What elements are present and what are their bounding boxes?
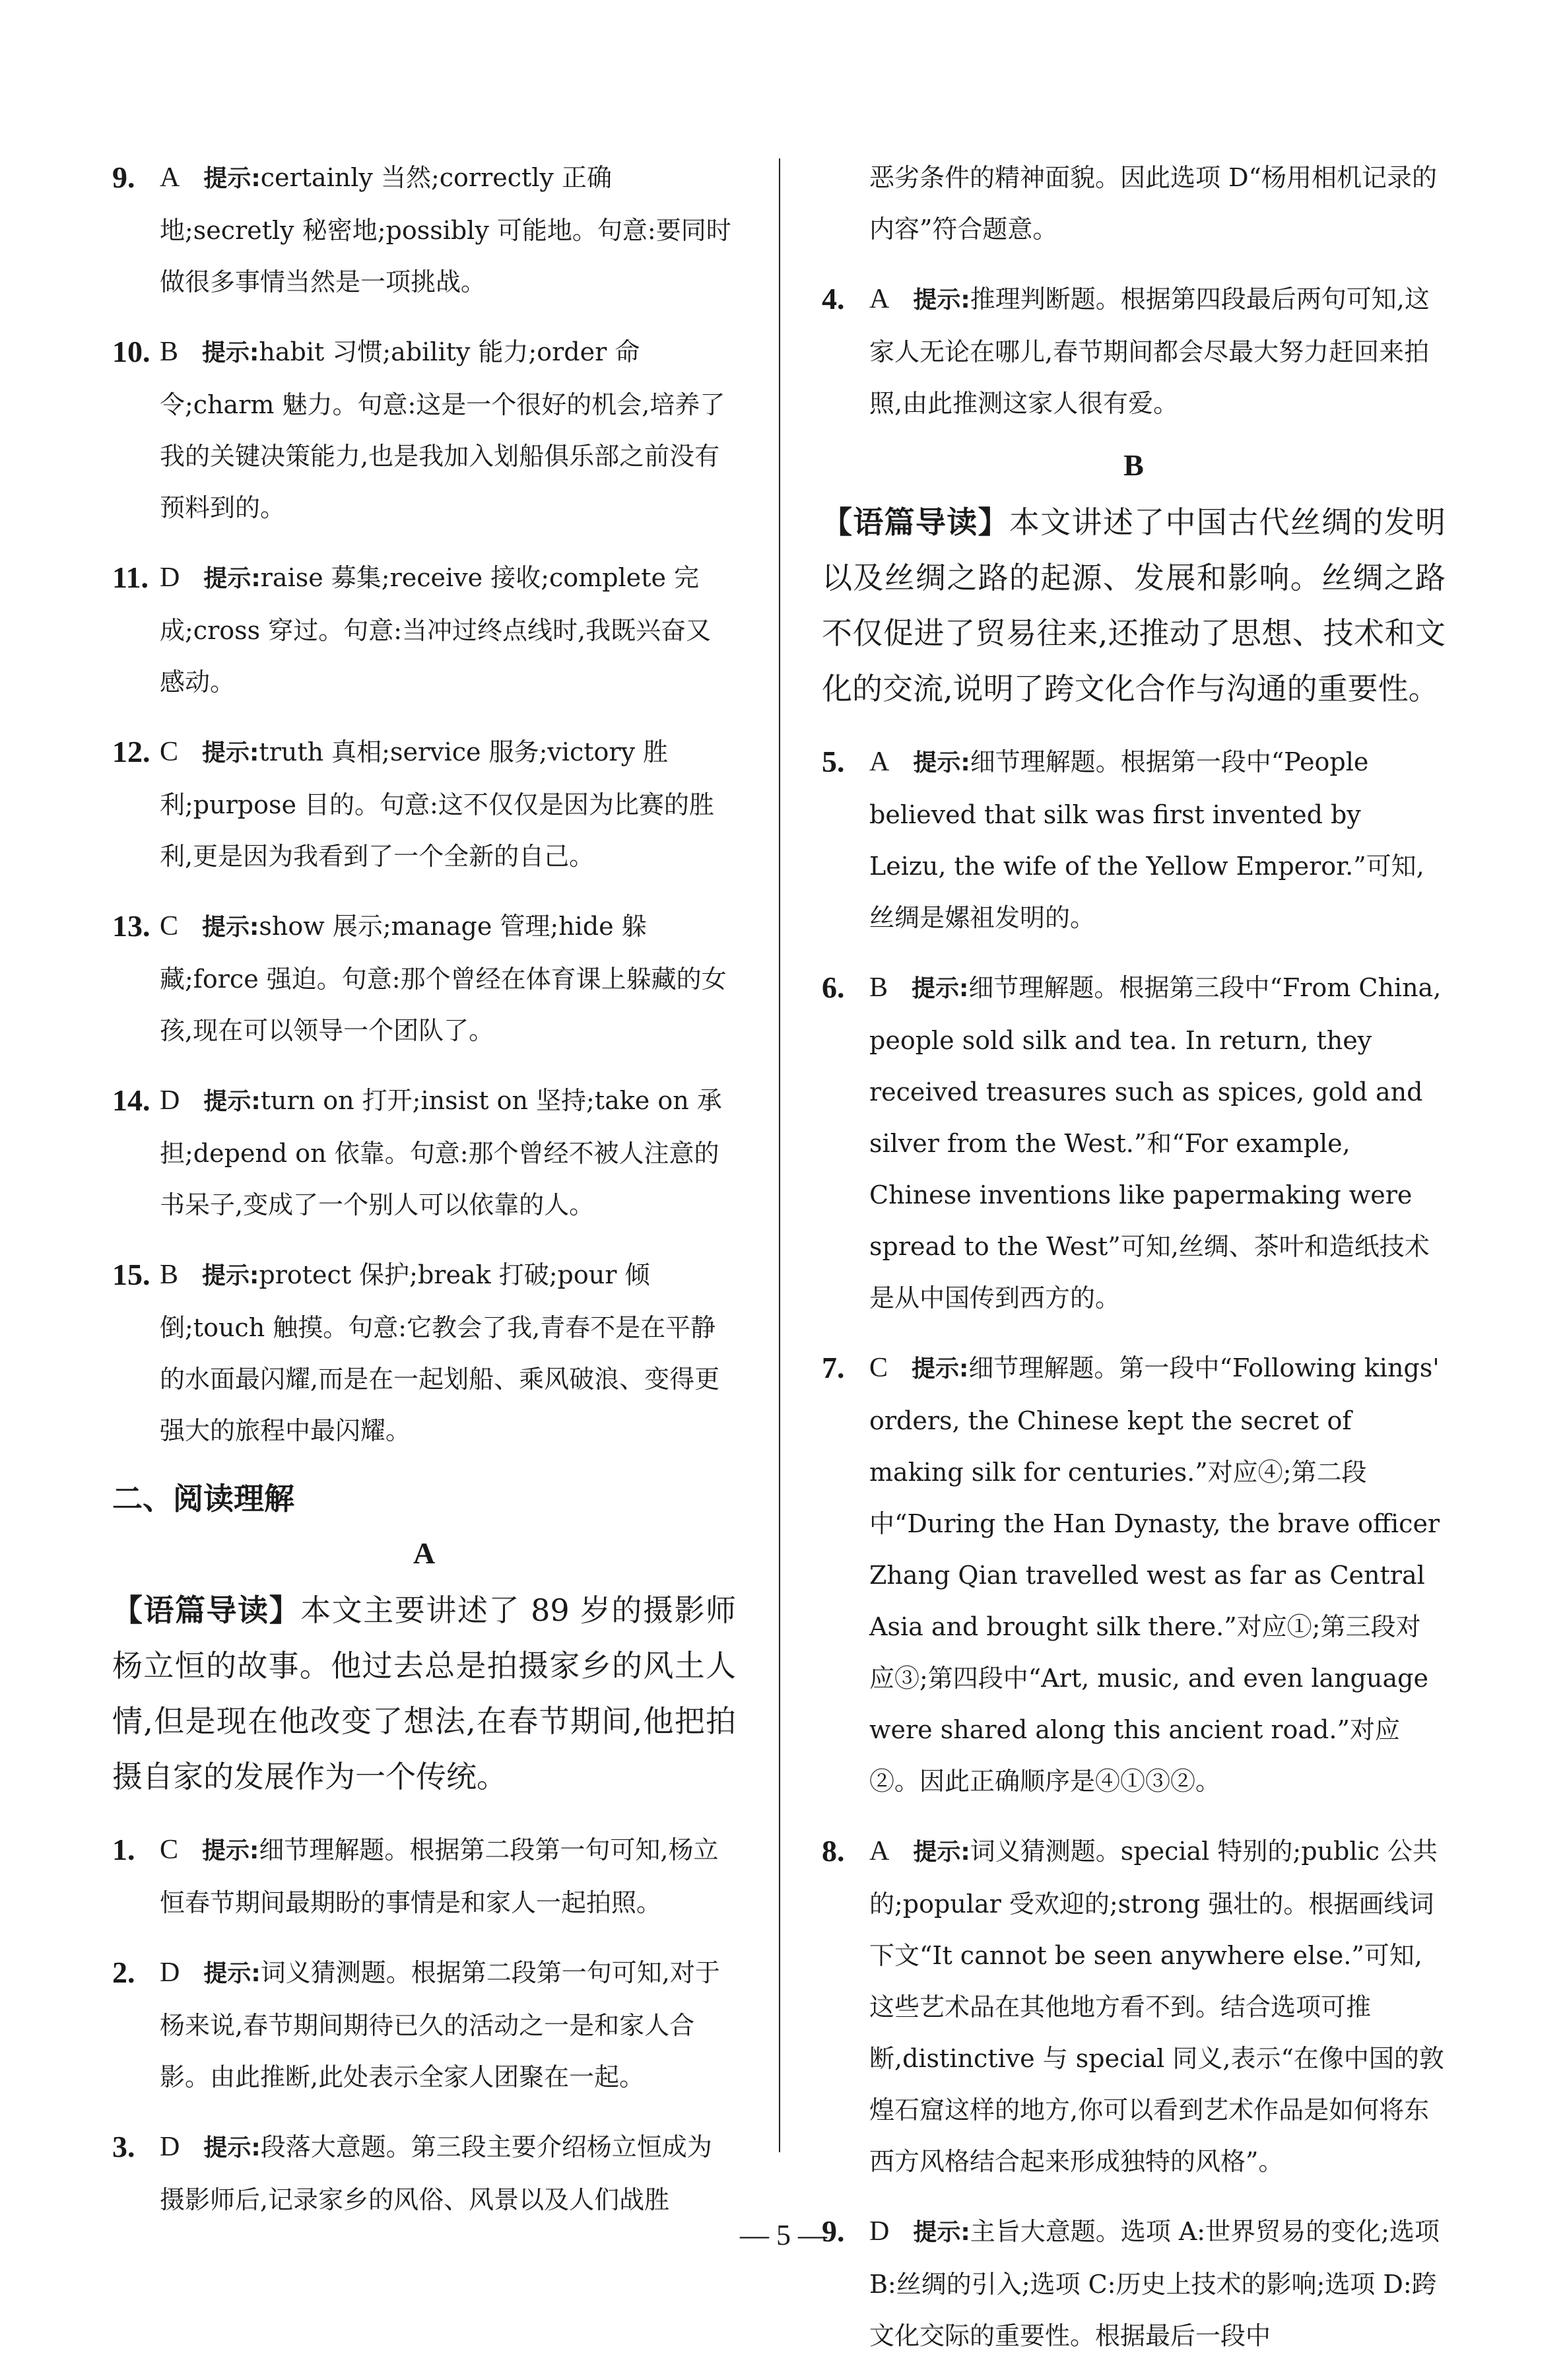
- item-answer: D: [869, 2216, 890, 2247]
- item-number: 9.: [822, 2214, 845, 2248]
- item-explanation: 细节理解题。根据第二段第一句可知,杨立恒春节期间最期盼的事情是和家人一起拍照。: [160, 1835, 719, 1917]
- item-answer: B: [160, 337, 179, 367]
- passage-guide-text: 本文主要讲述了 89 岁的摄影师杨立恒的故事。他过去总是拍摄家乡的风土人情,但是现在他改变了想法,在春节期间,他把拍摄自家的发展作为一个传统。: [112, 1592, 737, 1794]
- item-explanation: show 展示;manage 管理;hide 躲藏;force 强迫。句意:那个曾经在体育课上躲藏的女孩,现在可以领导一个团队了。: [160, 912, 727, 1045]
- page-number: — 5 —: [740, 2219, 827, 2251]
- hint-label: 提示:: [913, 287, 970, 314]
- passage-guide-label: 【语篇导读】: [822, 504, 1009, 540]
- right-column: [822, 152, 1446, 2380]
- item-explanation: 推理判断题。根据第四段最后两句可知,这家人无论在哪儿,春节期间都会尽最大努力赶回来拍照,由此推测这家人很有爱。: [869, 285, 1430, 418]
- item-answer: D: [160, 1085, 180, 1116]
- item-answer: C: [869, 1353, 888, 1383]
- item-answer: D: [160, 2132, 180, 2162]
- left-reading-items: [112, 1824, 736, 2226]
- hint-label: 提示:: [203, 2134, 261, 2161]
- item-answer: A: [869, 747, 890, 777]
- item-explanation: truth 真相;service 服务;victory 胜利;purpose 目的。句意:这不仅仅是因为比赛的胜利,更是因为我看到了一个全新的自己。: [160, 737, 714, 871]
- answer-item: [112, 152, 736, 308]
- item-explanation: 词义猜测题。special 特别的;public 公共的;popular 受欢迎的;strong 强壮的。根据画线词下文“It cannot be seen anywhere else.”可知,这些艺术品在其他地方看不到。结合选项可推断,distinctive 与 special 同义,表示“在像中国的敦煌石窟这样的地方,你可以看到艺术作品是如何将东西方风格结合起来形成独特的风格”。: [869, 1837, 1444, 2176]
- hint-label: 提示:: [203, 165, 261, 192]
- item-explanation: protect 保护;break 打破;pour 倾倒;touch 触摸。句意:它教会了我,青春不是在平静的水面最闪耀,而是在一起划船、乘风破浪、变得更强大的旅程中最闪耀。: [160, 1260, 720, 1445]
- item-number: 11.: [112, 561, 149, 594]
- item-explanation: 段落大意题。第三段主要介绍杨立恒成为摄影师后,记录家乡的风俗、风景以及人们战胜: [160, 2132, 712, 2214]
- hint-label: 提示:: [913, 1839, 970, 1866]
- item-answer: C: [160, 911, 179, 941]
- item-answer: C: [160, 737, 179, 767]
- left-column: [112, 152, 736, 2244]
- item-number: 9.: [112, 160, 135, 194]
- item-number: 6.: [822, 970, 845, 1004]
- section-heading-reading: 二、阅读理解: [112, 1481, 294, 1516]
- answer-item: [822, 962, 1446, 1324]
- item-number: 7.: [822, 1351, 845, 1384]
- item-explanation: 细节理解题。根据第三段中“From China, people sold silk and tea. In return, they received treasures such as spices, gold and silver from the West.”和“For example, Chinese inventions like papermaking were spread to the West”可知,丝绸、茶叶和造纸技术是从中国传到西方的。: [869, 973, 1442, 1312]
- item-answer: D: [160, 1957, 180, 1988]
- item-number: 8.: [822, 1834, 845, 1868]
- passage-guide-a: [112, 1582, 736, 1804]
- answer-item: [112, 2121, 736, 2226]
- passage-guide-b: [822, 494, 1446, 716]
- answer-item: [822, 1342, 1446, 1807]
- right-reading-items-b: [822, 736, 1446, 2362]
- sub-heading-a: A: [413, 1536, 436, 1570]
- answer-item: [112, 326, 736, 533]
- item-answer: A: [160, 162, 180, 193]
- item-number: 3.: [112, 2130, 135, 2163]
- item-answer: A: [869, 284, 890, 314]
- answer-item: [112, 726, 736, 882]
- item-explanation: turn on 打开;insist on 坚持;take on 承担;depend on 依靠。句意:那个曾经不被人注意的书呆子,变成了一个别人可以依靠的人。: [160, 1086, 722, 1219]
- passage-guide-label: 【语篇导读】: [112, 1592, 301, 1628]
- item-answer: C: [160, 1835, 179, 1865]
- item-explanation: certainly 当然;correctly 正确地;secretly 秘密地;possibly 可能地。句意:要同时做很多事情当然是一项挑战。: [160, 163, 731, 296]
- item-number: 1.: [112, 1833, 135, 1866]
- item-number: 12.: [112, 735, 150, 768]
- answer-item: [112, 1249, 736, 1456]
- passage-guide-text: 本文讲述了中国古代丝绸的发明以及丝绸之路的起源、发展和影响。丝绸之路不仅促进了贸易往来,还推动了思想、技术和文化的交流,说明了跨文化合作与沟通的重要性。: [822, 504, 1446, 706]
- answer-item: [112, 901, 736, 1056]
- item-number: 2.: [112, 1955, 135, 1989]
- left-cloze-items: [112, 152, 736, 1456]
- answer-item: [112, 1947, 736, 2103]
- answer-page: [112, 152, 1465, 2350]
- hint-label: 提示:: [202, 339, 259, 366]
- hint-label: 提示:: [203, 565, 261, 592]
- column-divider: [779, 158, 780, 2152]
- hint-label: 提示:: [202, 1837, 259, 1864]
- answer-item: [822, 273, 1446, 429]
- item-answer: B: [160, 1260, 179, 1290]
- item-explanation: 细节理解题。第一段中“Following kings' orders, the Chinese kept the secret of making silk for centuries.”对应④;第二段中“During the Han Dynasty, the brave officer Zhang Qian travelled west as far as Central Asia and brought silk there.”对应①;第三段对应③;第四段中“Art, music, and even language were shared along this ancient road.”对应②。因此正确顺序是④①③②。: [869, 1353, 1440, 1796]
- hint-label: 提示:: [202, 914, 259, 941]
- item-explanation: raise 募集;receive 接收;complete 完成;cross 穿过。句意:当冲过终点线时,我既兴奋又感动。: [160, 563, 712, 697]
- sub-heading-b: B: [1123, 448, 1144, 482]
- answer-item: [112, 552, 736, 708]
- hint-label: 提示:: [913, 2219, 970, 2246]
- item-explanation: 细节理解题。根据第一段中“People believed that silk was first invented by Leizu, the wife of the Yellow Emperor.”可知,丝绸是嫘祖发明的。: [869, 747, 1424, 932]
- item-explanation: habit 习惯;ability 能力;order 命令;charm 魅力。句意:这是一个很好的机会,培养了我的关键决策能力,也是我加入划船俱乐部之前没有预料到的。: [160, 337, 725, 522]
- item-explanation: 主旨大意题。选项 A:世界贸易的变化;选项 B:丝绸的引入;选项 C:历史上技术的影响;选项 D:跨文化交际的重要性。根据最后一段中: [869, 2217, 1440, 2350]
- continued-text: 恶劣条件的精神面貌。因此选项 D“杨用相机记录的内容”符合题意。: [869, 163, 1437, 244]
- hint-label: 提示:: [203, 1960, 261, 1987]
- item-number: 10.: [112, 335, 150, 368]
- item-answer: D: [160, 562, 180, 593]
- hint-label: 提示:: [913, 749, 970, 776]
- item-number: 4.: [822, 282, 845, 316]
- hint-label: 提示:: [912, 1355, 969, 1382]
- answer-item: [822, 1825, 1446, 2187]
- answer-item: [112, 1075, 736, 1231]
- item-number: 15.: [112, 1258, 150, 1291]
- hint-label: 提示:: [202, 1262, 259, 1289]
- hint-label: 提示:: [912, 975, 969, 1002]
- hint-label: 提示:: [203, 1088, 261, 1115]
- hint-label: 提示:: [202, 739, 259, 766]
- item-number: 13.: [112, 909, 150, 943]
- item-answer: B: [869, 972, 888, 1003]
- answer-item: [822, 736, 1446, 943]
- answer-item: [112, 1824, 736, 1928]
- item-number: 5.: [822, 745, 845, 778]
- item-number: 14.: [112, 1083, 150, 1117]
- item-explanation: 词义猜测题。根据第二段第一句可知,对于杨来说,春节期间期待已久的活动之一是和家人合影。由此推断,此处表示全家人团聚在一起。: [160, 1958, 720, 2091]
- item-answer: A: [869, 1836, 890, 1866]
- right-reading-items-a: [822, 273, 1446, 429]
